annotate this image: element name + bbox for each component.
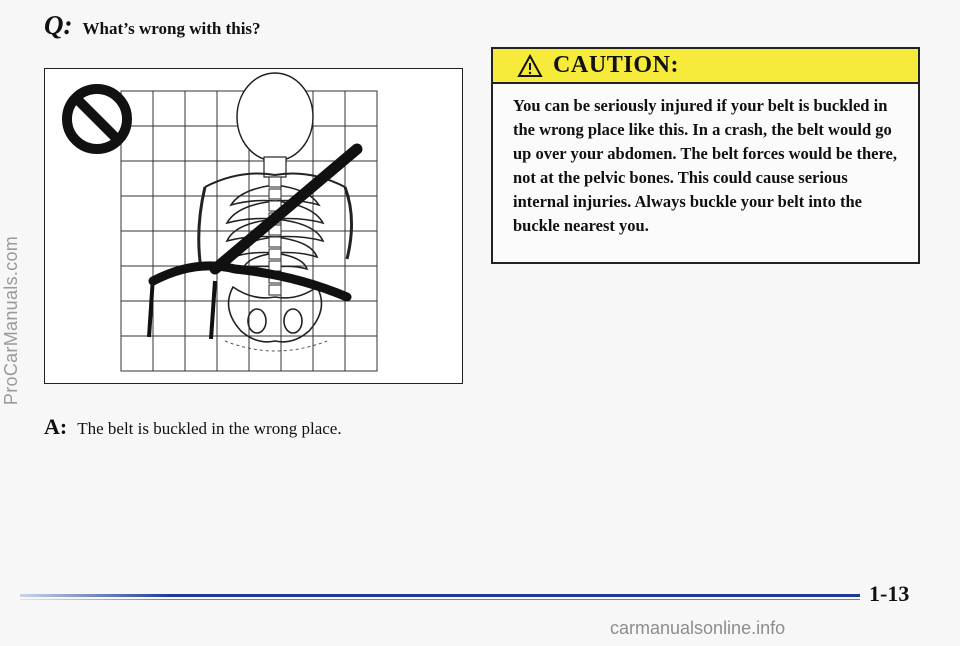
right-buckle-strap bbox=[211, 281, 215, 339]
lap-outline bbox=[225, 341, 327, 351]
footer-rule bbox=[20, 594, 860, 597]
page-number: 1-13 bbox=[869, 581, 910, 606]
prohibition-icon bbox=[67, 89, 127, 149]
question-label: Q: bbox=[44, 10, 73, 40]
footer-rule-thin bbox=[20, 599, 860, 600]
lap-belt bbox=[153, 266, 347, 297]
side-watermark-text: ProCarManuals.com bbox=[1, 235, 22, 405]
left-buckle-strap bbox=[149, 277, 153, 337]
caution-header bbox=[493, 49, 918, 84]
caution-box bbox=[491, 47, 920, 264]
warning-triangle-icon bbox=[517, 54, 543, 78]
answer-text: The belt is buckled in the wrong place. bbox=[77, 419, 342, 438]
side-watermark bbox=[0, 150, 24, 490]
question-text: What’s wrong with this? bbox=[82, 19, 261, 38]
caution-body: You can be seriously injured if your belt is buckled in the wrong place like this. In a crash, the belt would go up over your abdomen. The belt forces would be there, not at the pelvic bones. This could cause serious internal injuries. Always buckle your belt into the buckle nearest you. bbox=[513, 96, 897, 235]
right-arm bbox=[345, 187, 352, 259]
answer-line bbox=[44, 414, 342, 440]
seatbelt-figure bbox=[44, 68, 463, 384]
left-arm bbox=[199, 187, 205, 269]
footer-watermark: carmanualsonline.info bbox=[610, 618, 786, 638]
caution-title: CAUTION: bbox=[553, 52, 680, 78]
skeleton-seatbelt-illustration bbox=[45, 69, 461, 382]
answer-label: A: bbox=[44, 414, 68, 439]
skull bbox=[237, 73, 313, 161]
question-line bbox=[44, 10, 261, 41]
